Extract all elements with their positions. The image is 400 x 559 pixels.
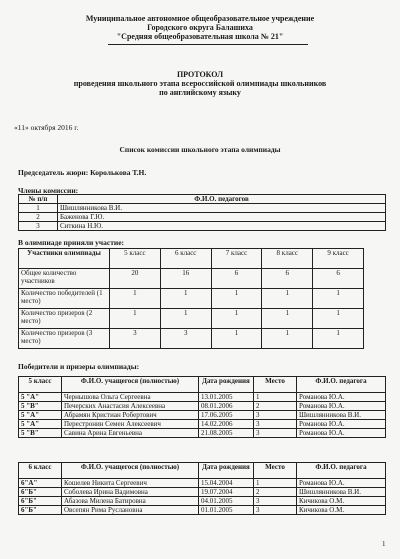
table-row bbox=[19, 213, 386, 222]
protocol-date: «11» октября 2016 г. bbox=[14, 123, 79, 132]
participation-label: В олимпиаде приняли участие: bbox=[18, 238, 125, 247]
row-label: Количество призеров (3 место) bbox=[19, 329, 110, 349]
table-row bbox=[19, 269, 364, 289]
class-header: 5 класс bbox=[110, 249, 161, 269]
col-header-teacher: Ф.И.О. педагога bbox=[297, 377, 386, 393]
cell-value: 1 bbox=[211, 329, 262, 349]
row-label: Количество победителей (1 место) bbox=[19, 289, 110, 309]
commission-title: Список комиссии школьного этапа олимпиады bbox=[119, 145, 281, 154]
student-name: Соболева Ирина Вадимовна bbox=[62, 488, 199, 497]
table-row bbox=[19, 329, 364, 349]
header-line-2: Городского округа Балашиха bbox=[147, 23, 253, 32]
student-birthdate: 13.01.2005 bbox=[199, 393, 254, 402]
grade6-winners-table bbox=[18, 462, 386, 515]
student-place: 3 bbox=[254, 411, 297, 420]
class-header: 9 класс bbox=[313, 249, 364, 269]
student-teacher: Романова Ю.А. bbox=[297, 479, 386, 488]
class-header: 7 класс bbox=[211, 249, 262, 269]
student-birthdate: 14.02.2006 bbox=[199, 420, 254, 429]
cell-value: 1 bbox=[211, 289, 262, 309]
student-place: 2 bbox=[254, 488, 297, 497]
header-underline bbox=[108, 44, 308, 45]
student-name: Савина Арина Евгеньевна bbox=[62, 429, 199, 438]
cell-value: 1 bbox=[211, 309, 262, 329]
table-row bbox=[19, 402, 386, 411]
student-teacher: Шишлянникова В.И. bbox=[297, 411, 386, 420]
student-birthdate: 08.01.2006 bbox=[199, 402, 254, 411]
student-class: 6"Б" bbox=[19, 497, 62, 506]
cell-value: 1 bbox=[160, 309, 211, 329]
col-header-student: Ф.И.О. учащегося (полностью) bbox=[62, 377, 199, 393]
student-name: Печерских Анастасия Алексеевна bbox=[62, 402, 199, 411]
col-header-teacher: Ф.И.О. педагогов bbox=[58, 195, 386, 204]
header-line-3: "Средняя общеобразовательная школа № 21" bbox=[116, 32, 284, 41]
protocol-title: ПРОТОКОЛ bbox=[176, 70, 224, 79]
table-row bbox=[19, 497, 386, 506]
cell-value: 6 bbox=[211, 269, 262, 289]
col-header-place: Место bbox=[254, 463, 297, 479]
student-place: 3 bbox=[254, 420, 297, 429]
student-name: Перестронин Семен Алексеевич bbox=[62, 420, 199, 429]
student-class: 6"Б" bbox=[19, 488, 62, 497]
cell-value: 16 bbox=[160, 269, 211, 289]
student-place: 1 bbox=[254, 393, 297, 402]
student-name: Абрамян Кристиан Робертович bbox=[62, 411, 199, 420]
table-row bbox=[19, 393, 386, 402]
col-header-birthdate: Дата рождения bbox=[199, 377, 254, 393]
col-header-birthdate: Дата рождения bbox=[199, 463, 254, 479]
student-name: Абазова Милена Батировна bbox=[62, 497, 199, 506]
member-name: Баженова Г.Ю. bbox=[58, 213, 386, 222]
student-class: 5 "В" bbox=[19, 429, 62, 438]
student-birthdate: 15.04.2004 bbox=[199, 479, 254, 488]
cell-value: 20 bbox=[110, 269, 161, 289]
cell-value: 1 bbox=[262, 329, 313, 349]
member-number: 2 bbox=[19, 213, 58, 222]
participation-table bbox=[18, 248, 364, 349]
table-row bbox=[19, 420, 386, 429]
student-place: 1 bbox=[254, 479, 297, 488]
jury-chair: Председатель жюри: Королькова Т.Н. bbox=[18, 168, 147, 177]
student-place: 3 bbox=[254, 506, 297, 515]
header-line-1: Муниципальное автономное общеобразовательное учреждение bbox=[85, 14, 315, 23]
protocol-heading bbox=[0, 70, 400, 97]
table-row bbox=[19, 411, 386, 420]
grade5-winners-table bbox=[18, 376, 386, 438]
table-row bbox=[19, 289, 364, 309]
col-header-place: Место bbox=[254, 377, 297, 393]
student-teacher: Кичикова О.М. bbox=[297, 497, 386, 506]
col-header-number: № п/п bbox=[19, 195, 58, 204]
col-header-class: 5 класс bbox=[19, 377, 62, 393]
col-header-teacher: Ф.И.О. педагога bbox=[297, 463, 386, 479]
cell-value: 3 bbox=[160, 329, 211, 349]
student-class: 5 "А" bbox=[19, 420, 62, 429]
student-birthdate: 04.01.2005 bbox=[199, 497, 254, 506]
col-header-student: Ф.И.О. учащегося (полностью) bbox=[62, 463, 199, 479]
student-birthdate: 19.07.2004 bbox=[199, 488, 254, 497]
class-header: 8 класс bbox=[262, 249, 313, 269]
cell-value: 1 bbox=[313, 329, 364, 349]
student-teacher: Романова Ю.А. bbox=[297, 429, 386, 438]
table-row bbox=[19, 222, 386, 231]
table-row bbox=[19, 204, 386, 213]
protocol-subtitle-1: проведения школьного этапа всероссийской олимпиады школьников bbox=[73, 79, 327, 88]
members-label: Члены комиссии: bbox=[18, 186, 79, 195]
cell-value: 1 bbox=[262, 309, 313, 329]
member-name: Шишлянникова В.И. bbox=[58, 204, 386, 213]
student-teacher: Кичикова О.М. bbox=[297, 506, 386, 515]
student-teacher: Романова Ю.А. bbox=[297, 393, 386, 402]
table-row bbox=[19, 309, 364, 329]
cell-value: 3 bbox=[110, 329, 161, 349]
student-class: 5 "А" bbox=[19, 411, 62, 420]
row-label: Общее количество участников bbox=[19, 269, 110, 289]
student-place: 3 bbox=[254, 429, 297, 438]
table-row bbox=[19, 479, 386, 488]
student-birthdate: 21.08.2005 bbox=[199, 429, 254, 438]
table-row bbox=[19, 506, 386, 515]
cell-value: 1 bbox=[313, 289, 364, 309]
student-place: 2 bbox=[254, 402, 297, 411]
member-name: Ситкина Н.Ю. bbox=[58, 222, 386, 231]
col-header-class: 6 класс bbox=[19, 463, 62, 479]
cell-value: 6 bbox=[313, 269, 364, 289]
cell-value: 6 bbox=[262, 269, 313, 289]
cell-value: 1 bbox=[110, 309, 161, 329]
protocol-subtitle-2: по английскому языку bbox=[159, 88, 241, 97]
member-number: 3 bbox=[19, 222, 58, 231]
student-class: 5 "А" bbox=[19, 393, 62, 402]
row-label: Количество призеров (2 место) bbox=[19, 309, 110, 329]
student-name: Чернышова Ольга Сергеевна bbox=[62, 393, 199, 402]
student-class: 5 "В" bbox=[19, 402, 62, 411]
winners-label: Победители и призеры олимпиады: bbox=[18, 362, 140, 371]
student-teacher: Романова Ю.А. bbox=[297, 420, 386, 429]
cell-value: 1 bbox=[110, 289, 161, 309]
student-class: 6"А" bbox=[19, 479, 62, 488]
page-number: 1 bbox=[382, 540, 386, 548]
student-teacher: Романова Ю.А. bbox=[297, 402, 386, 411]
cell-value: 1 bbox=[160, 289, 211, 309]
student-birthdate: 17.06.2005 bbox=[199, 411, 254, 420]
table-row bbox=[19, 488, 386, 497]
student-name: Кошелев Никита Сергеевич bbox=[62, 479, 199, 488]
member-number: 1 bbox=[19, 204, 58, 213]
table-row bbox=[19, 429, 386, 438]
school-header bbox=[0, 14, 400, 41]
cell-value: 1 bbox=[262, 289, 313, 309]
student-class: 6"Б" bbox=[19, 506, 62, 515]
student-name: Овсепян Рима Руслановна bbox=[62, 506, 199, 515]
commission-table bbox=[18, 194, 386, 231]
cell-value: 1 bbox=[313, 309, 364, 329]
student-birthdate: 01.01.2005 bbox=[199, 506, 254, 515]
class-header: 6 класс bbox=[160, 249, 211, 269]
student-teacher: Шишлянникова В.И. bbox=[297, 488, 386, 497]
student-place: 3 bbox=[254, 497, 297, 506]
participants-header: Участники олимпиады bbox=[19, 249, 110, 269]
